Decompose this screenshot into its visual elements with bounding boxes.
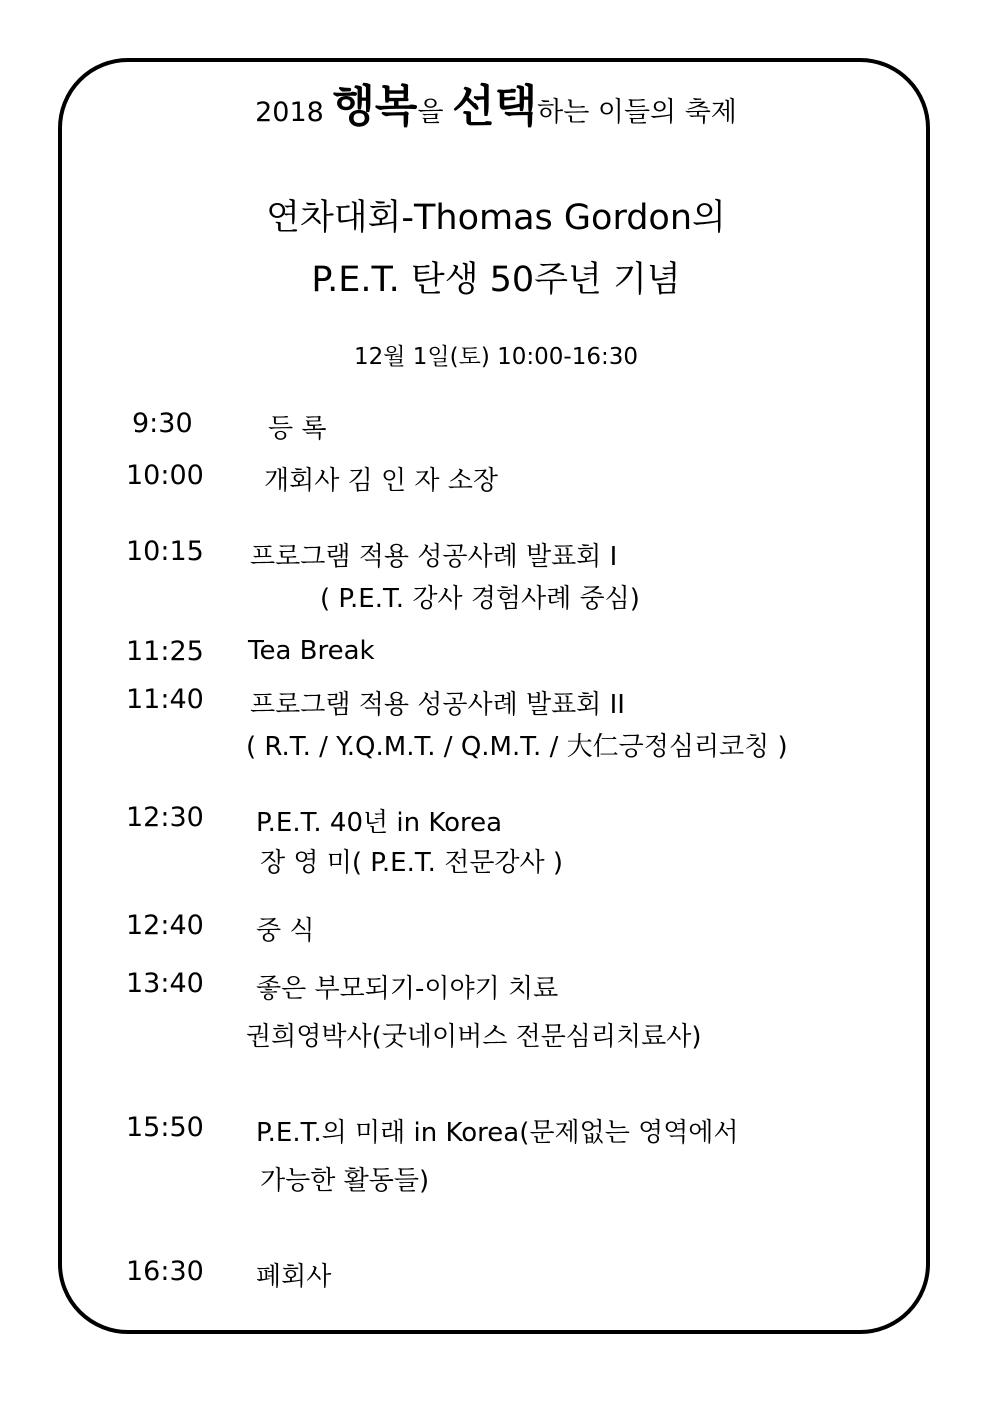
schedule-time: 12:30 (126, 802, 204, 833)
schedule-time: 15:50 (126, 1112, 204, 1143)
banner-year: 2018 (255, 97, 324, 128)
schedule-title: 등 록 (268, 414, 327, 444)
schedule-title: 중 식 (256, 916, 315, 946)
schedule-title: 개회사 김 인 자 소장 (264, 466, 498, 496)
schedule-time: 11:25 (126, 636, 204, 667)
banner-particle: 을 (417, 97, 444, 128)
schedule-time: 12:40 (126, 910, 204, 941)
schedule-subtitle: 장 영 미( P.E.T. 전문강사 ) (260, 848, 564, 878)
title-line-1: 연차대회-Thomas Gordon의 (266, 198, 726, 238)
schedule-subtitle: ( P.E.T. 강사 경험사례 중심) (320, 584, 640, 614)
schedule-title: P.E.T.의 미래 in Korea(문제없는 영역에서 (256, 1118, 739, 1148)
schedule-title: P.E.T. 40년 in Korea (256, 808, 503, 838)
schedule-title: 좋은 부모되기-이야기 치료 (256, 974, 559, 1004)
schedule-title: 프로그램 적용 성공사례 발표회 II (250, 690, 625, 720)
event-date: 12월 1일(토) 10:00-16:30 (354, 344, 638, 370)
schedule-time: 11:40 (126, 684, 204, 715)
schedule-time: 9:30 (132, 408, 193, 439)
schedule-time: 16:30 (126, 1256, 204, 1287)
schedule-subtitle: ( R.T. / Y.Q.M.T. / Q.M.T. / 大仁긍정심리코칭 ) (246, 732, 788, 762)
banner-rest: 하는 이들의 축제 (537, 97, 737, 128)
schedule-title: 프로그램 적용 성공사례 발표회 I (250, 542, 618, 572)
schedule-title: 폐회사 (256, 1262, 332, 1292)
festival-banner (0, 70, 992, 134)
schedule-subtitle: 가능한 활동들) (260, 1166, 430, 1196)
schedule-title: Tea Break (248, 636, 375, 666)
schedule-time: 13:40 (126, 968, 204, 999)
schedule-time: 10:15 (126, 536, 204, 567)
banner-word-happiness: 행복 (332, 81, 418, 132)
schedule-time: 10:00 (126, 460, 204, 491)
schedule-subtitle: 권희영박사(굿네이버스 전문심리치료사) (246, 1022, 702, 1052)
title-line-2: P.E.T. 탄생 50주년 기념 (311, 260, 681, 300)
banner-word-choice: 선택 (452, 81, 538, 132)
